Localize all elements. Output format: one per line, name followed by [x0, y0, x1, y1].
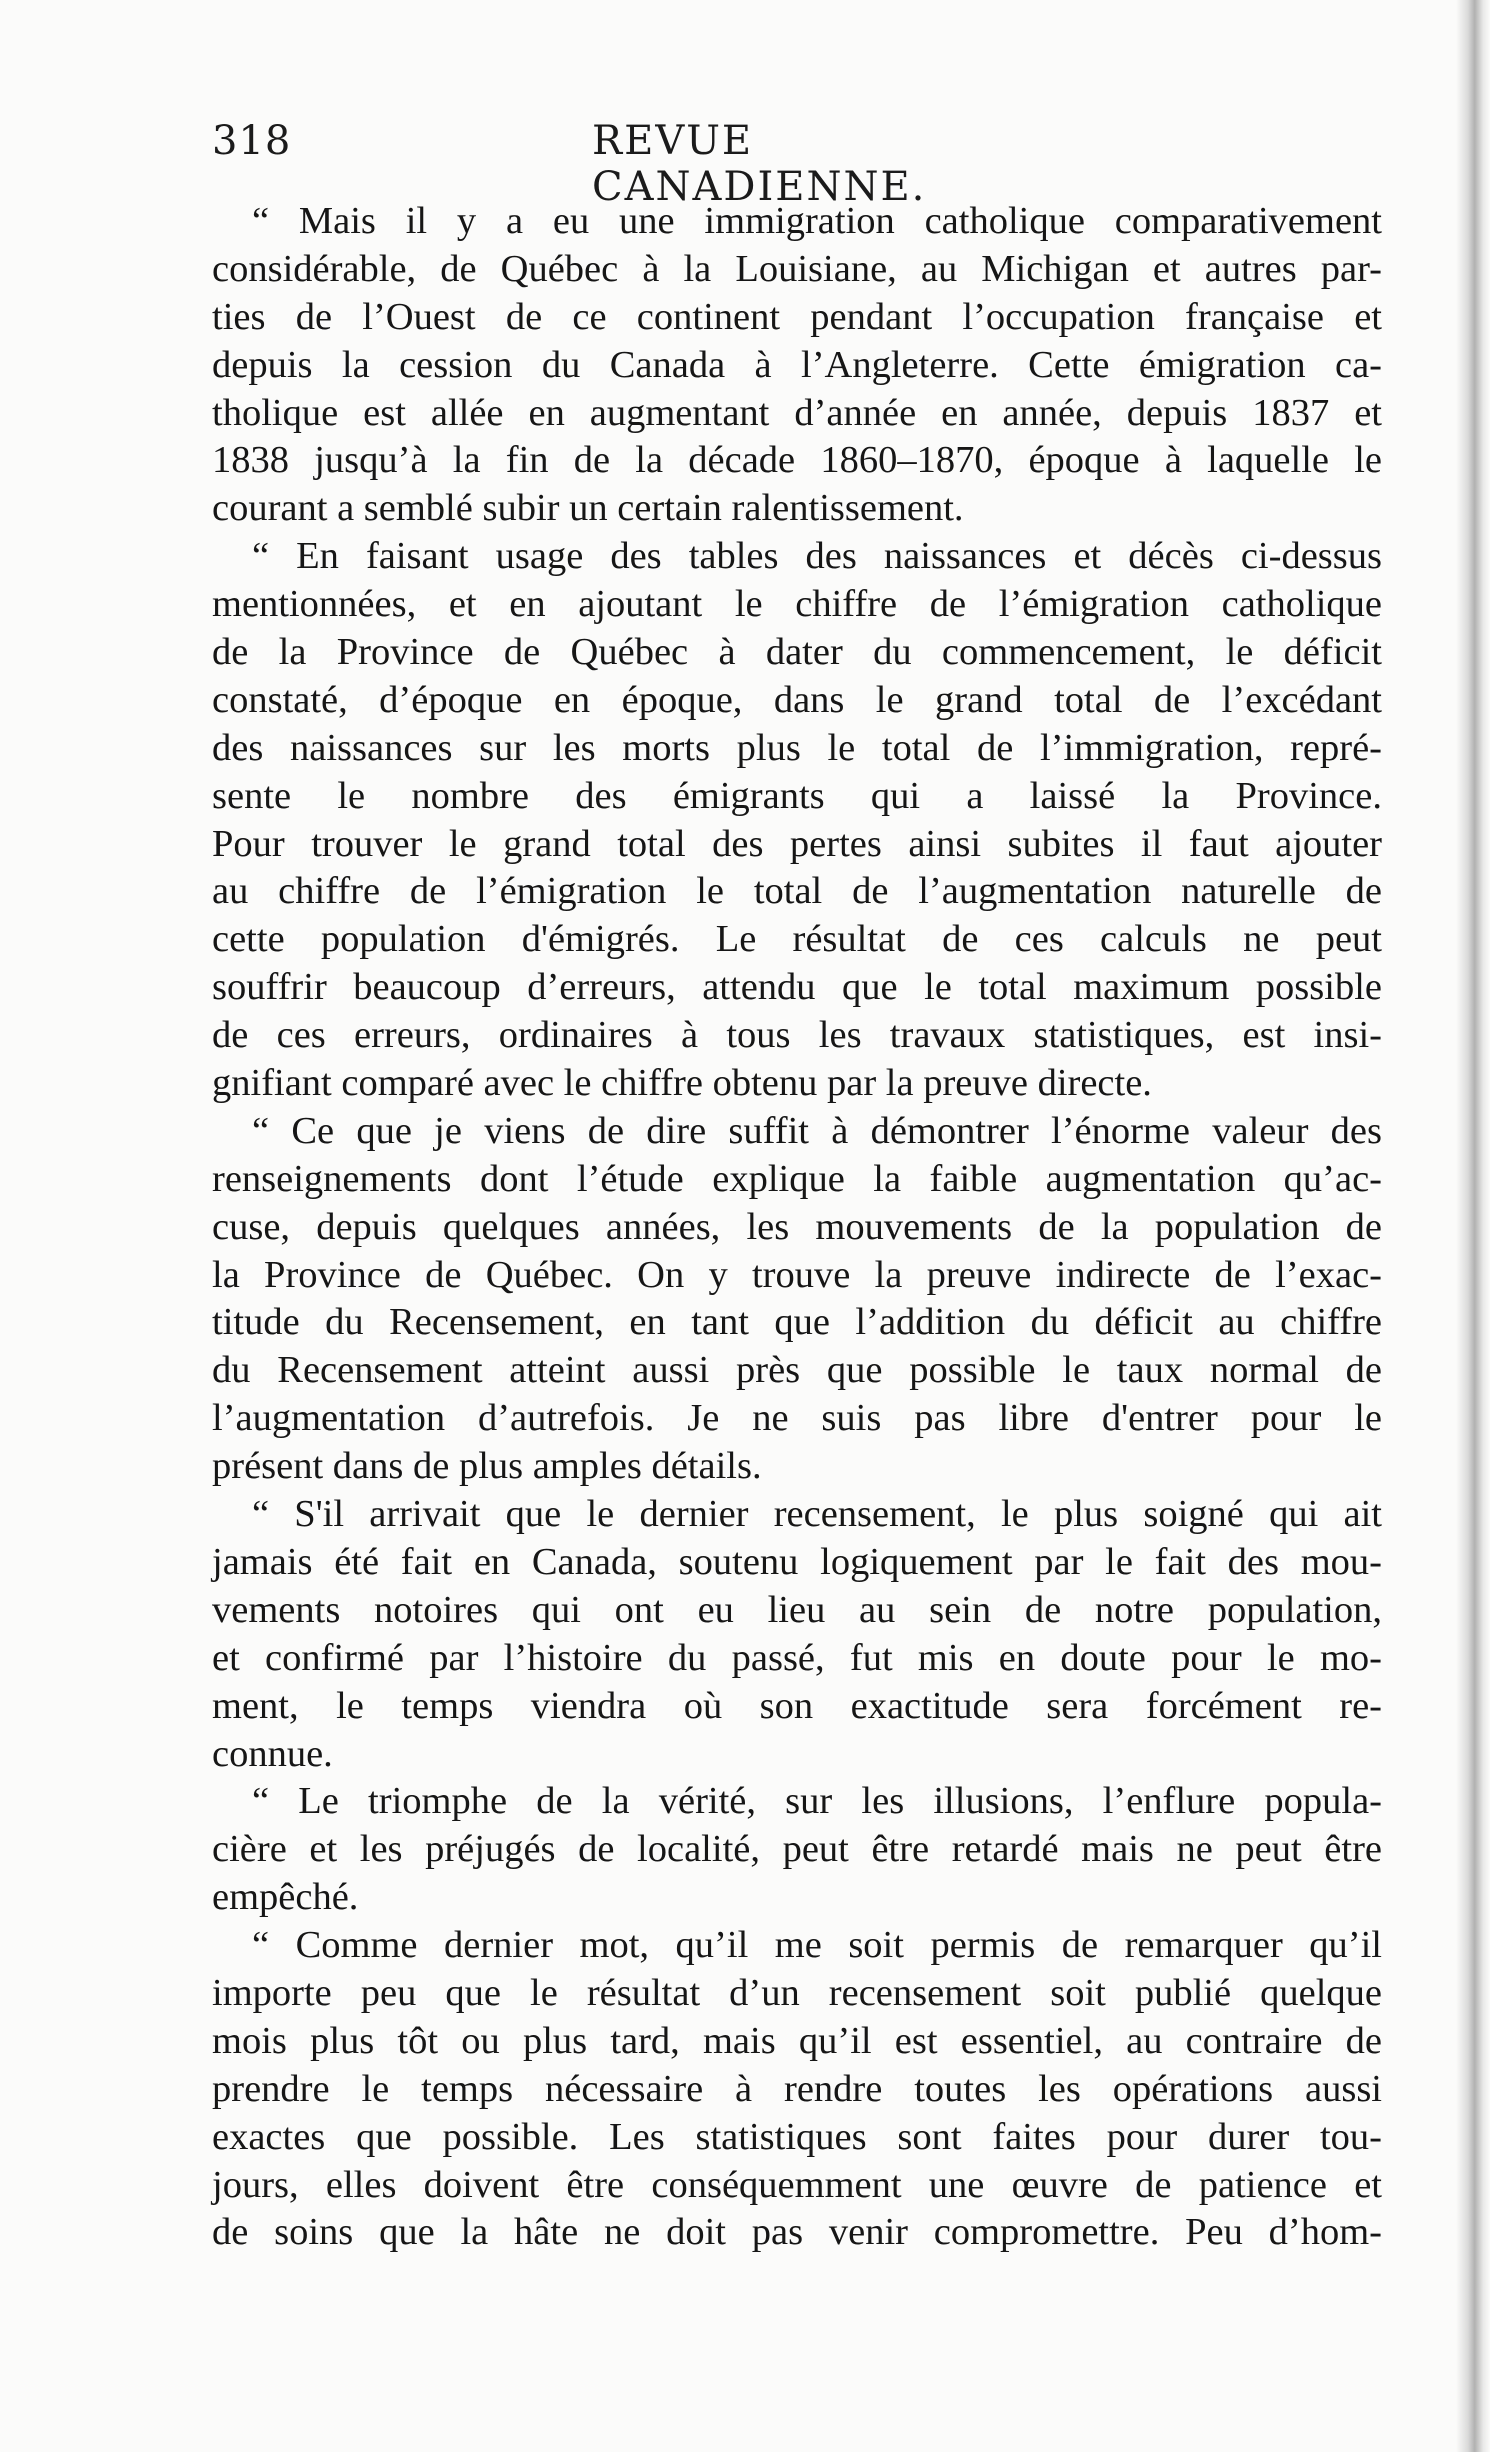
text-line: exactes que possible. Les statistiques sont faites pour durer tou- — [212, 2115, 1382, 2158]
text-line: “ Comme dernier mot, qu’il me soit permis de remarquer qu’il — [252, 1924, 1382, 1967]
text-line: depuis la cession du Canada à l’Angleterre. Cette émigration ca- — [212, 343, 1382, 386]
text-line: importe peu que le résultat d’un recensement soit publié quelque — [212, 1971, 1382, 2014]
text-line: cette population d'émigrés. Le résultat de ces calculs ne peut — [212, 918, 1382, 961]
text-line: mentionnées, et en ajoutant le chiffre de l’émigration catholique — [212, 583, 1382, 626]
page-number: 318 — [212, 118, 292, 164]
text-line: mois plus tôt ou plus tard, mais qu’il est essentiel, au contraire de — [212, 2019, 1382, 2062]
text-line: l’augmentation d’autrefois. Je ne suis pas libre d'entrer pour le — [212, 1397, 1382, 1440]
text-line: présent dans de plus amples détails. — [212, 1445, 762, 1488]
text-line: 1838 jusqu’à la fin de la décade 1860–1870, époque à laquelle le — [212, 439, 1382, 482]
text-line: des naissances sur les morts plus le total de l’immigration, repré- — [212, 726, 1382, 769]
text-line: empêché. — [212, 1876, 359, 1919]
text-line: souffrir beaucoup d’erreurs, attendu que le total maximum possible — [212, 966, 1382, 1009]
running-title: REVUE CANADIENNE. — [592, 118, 927, 210]
text-line: ment, le temps viendra où son exactitude sera forcément re- — [212, 1684, 1382, 1727]
text-line: courant a semblé subir un certain ralentissement. — [212, 487, 964, 530]
text-line: “ En faisant usage des tables des naissances et décès ci-dessus — [252, 535, 1382, 578]
text-line: constaté, d’époque en époque, dans le grand total de l’excédant — [212, 678, 1382, 721]
text-line: connue. — [212, 1732, 333, 1775]
text-line: du Recensement atteint aussi près que possible le taux normal de — [212, 1349, 1382, 1392]
text-line: prendre le temps nécessaire à rendre toutes les opérations aussi — [212, 2067, 1382, 2110]
text-line: renseignements dont l’étude explique la faible augmentation qu’ac- — [212, 1157, 1382, 1200]
text-line: Pour trouver le grand total des pertes ainsi subites il faut ajouter — [212, 822, 1382, 865]
text-line: de la Province de Québec à dater du commencement, le déficit — [212, 631, 1382, 674]
text-line: cuse, depuis quelques années, les mouvements de la population de — [212, 1205, 1382, 1248]
text-line: cière et les préjugés de localité, peut être retardé mais ne peut être — [212, 1828, 1382, 1871]
text-line: jamais été fait en Canada, soutenu logiquement par le fait des mou- — [212, 1540, 1382, 1583]
text-line: la Province de Québec. On y trouve la preuve indirecte de l’exac- — [212, 1253, 1382, 1296]
text-line: de ces erreurs, ordinaires à tous les travaux statistiques, est insi- — [212, 1014, 1382, 1057]
body-text — [212, 198, 1382, 2257]
text-line: au chiffre de l’émigration le total de l’augmentation naturelle de — [212, 870, 1382, 913]
text-line: considérable, de Québec à la Louisiane, au Michigan et autres par- — [212, 247, 1382, 290]
text-line: titude du Recensement, en tant que l’addition du déficit au chiffre — [212, 1301, 1382, 1344]
text-line: jours, elles doivent être conséquemment une œuvre de patience et — [212, 2163, 1382, 2206]
text-line: tholique est allée en augmentant d’année en année, depuis 1837 et — [212, 391, 1382, 434]
text-line: gnifiant comparé avec le chiffre obtenu par la preuve directe. — [212, 1062, 1152, 1105]
text-line: ties de l’Ouest de ce continent pendant l’occupation française et — [212, 295, 1382, 338]
text-line: “ Ce que je viens de dire suffit à démontrer l’énorme valeur des — [252, 1109, 1382, 1152]
text-line: “ Le triomphe de la vérité, sur les illusions, l’enflure popula- — [252, 1780, 1382, 1823]
text-line: “ S'il arrivait que le dernier recensement, le plus soigné qui ait — [252, 1493, 1382, 1536]
text-line: sente le nombre des émigrants qui a laissé la Province. — [212, 774, 1382, 817]
page-edge-shadow — [1456, 0, 1490, 2452]
text-line: de soins que la hâte ne doit pas venir compromettre. Peu d’hom- — [212, 2211, 1382, 2254]
text-line: vements notoires qui ont eu lieu au sein de notre population, — [212, 1588, 1382, 1631]
text-line: et confirmé par l’histoire du passé, fut mis en doute pour le mo- — [212, 1636, 1382, 1679]
page-header — [212, 118, 1092, 210]
text-line: “ Mais il y a eu une immigration catholique comparativement — [252, 200, 1382, 242]
